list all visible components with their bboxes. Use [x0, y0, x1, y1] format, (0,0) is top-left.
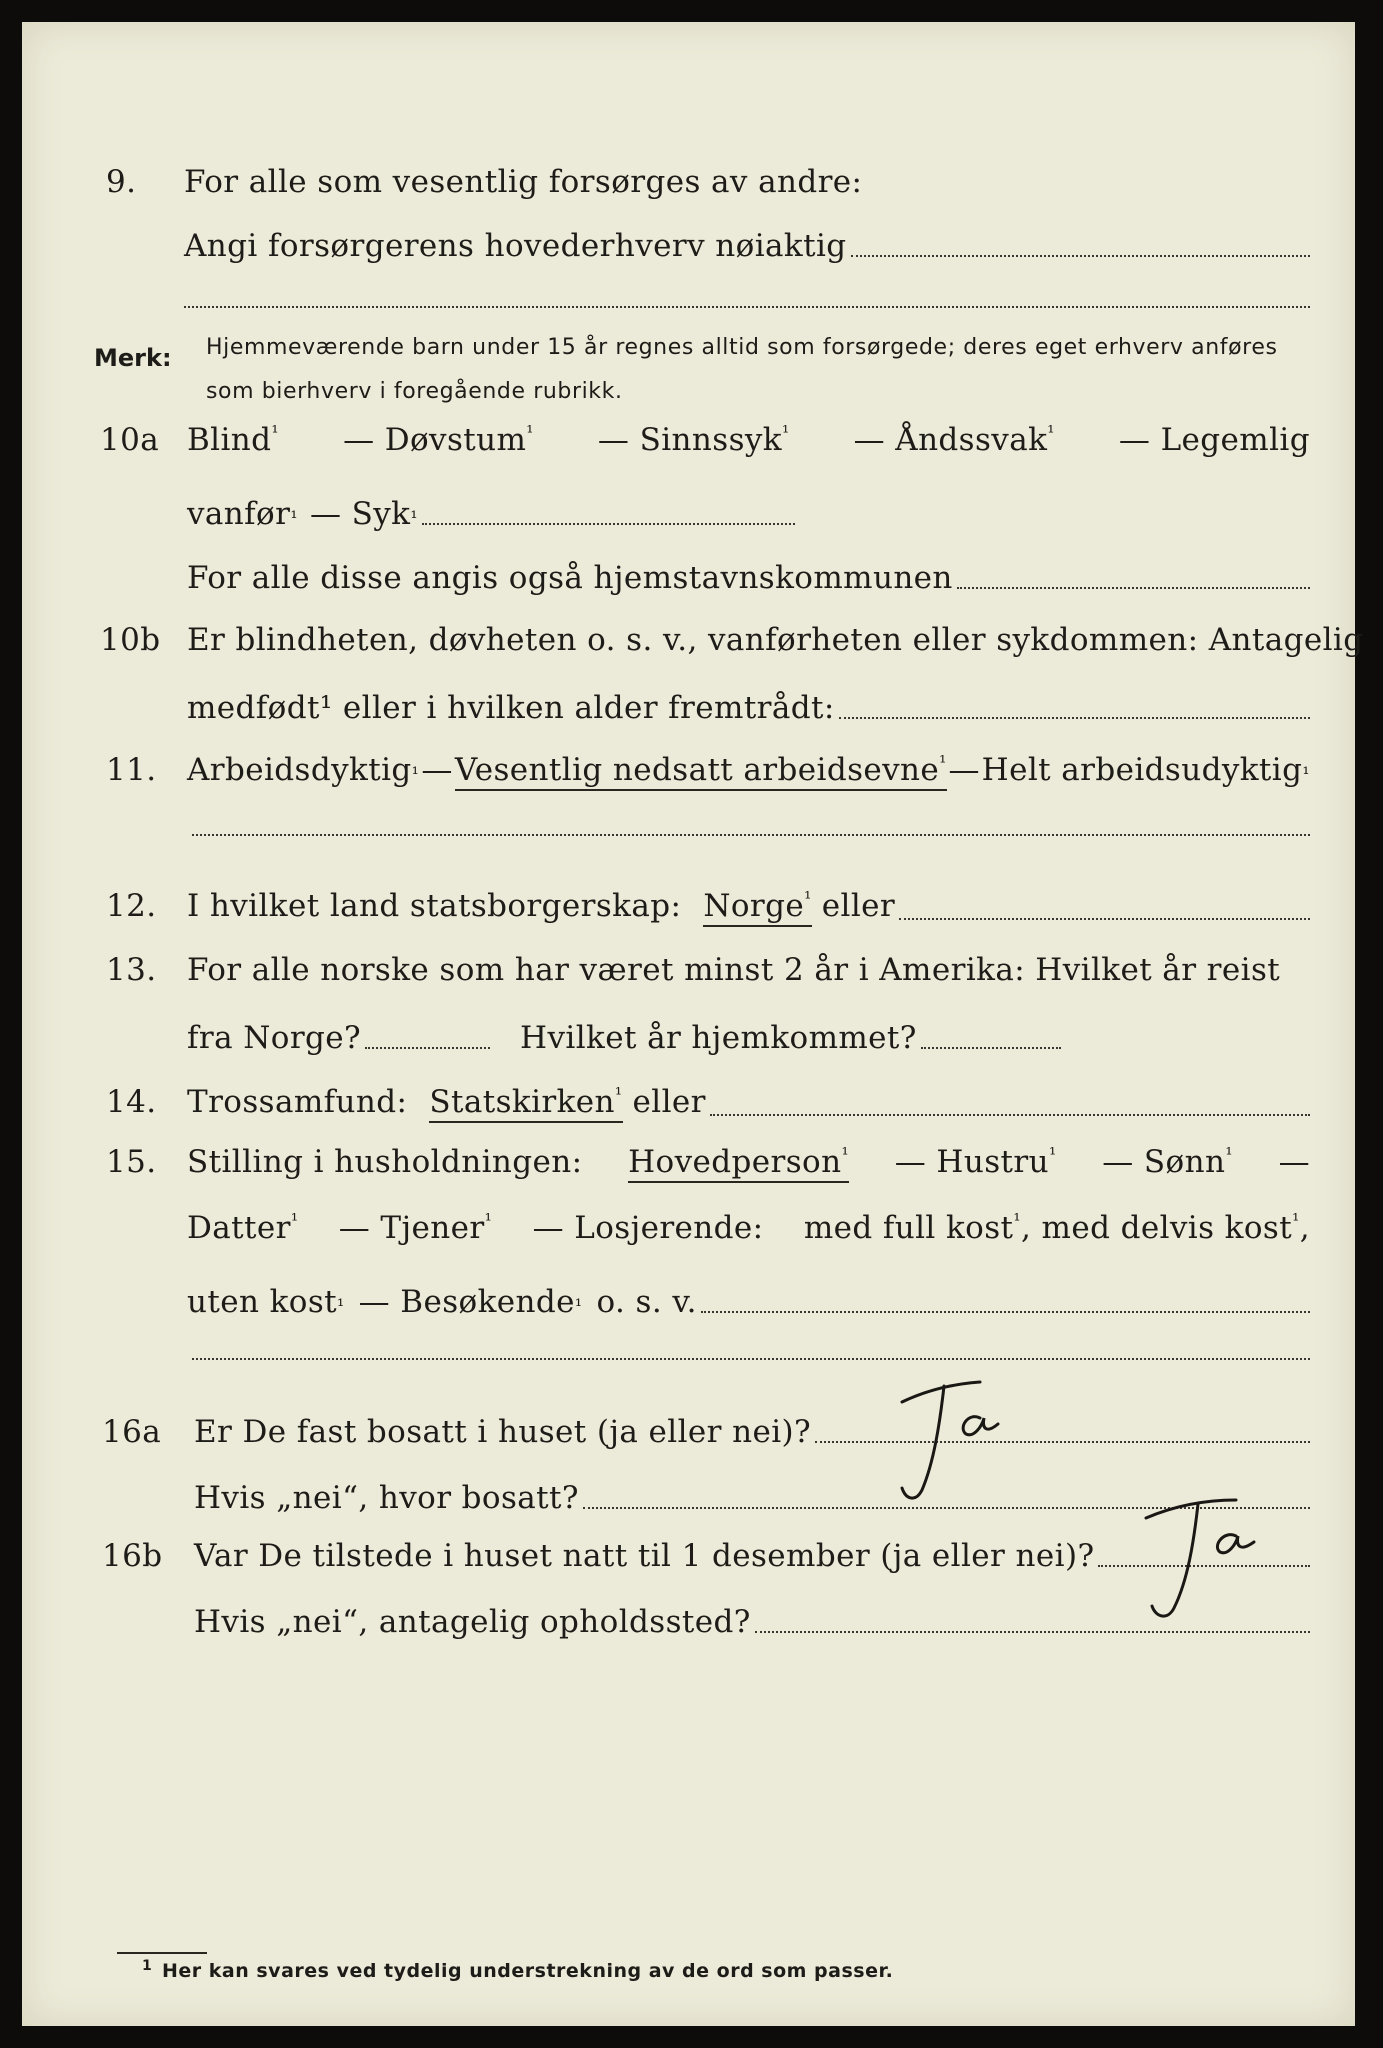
q14-eller: eller — [632, 1084, 706, 1120]
q16b-line2-text: Hvis „nei“, antagelig opholdssted? — [194, 1604, 751, 1640]
q10b-number: 10b — [100, 622, 161, 658]
q10a-hjemstavn-answer-line[interactable] — [957, 587, 1310, 589]
q11-helt-udyktig[interactable]: Helt arbeidsudyktig — [981, 752, 1303, 788]
merk-label: Merk: — [94, 344, 172, 372]
q9-answer-line[interactable] — [851, 255, 1310, 257]
q13-reist: fra Norge? — [187, 1020, 362, 1056]
q13-hjem: Hvilket år hjemkommet? — [520, 1020, 917, 1056]
q10b-line1-text: Er blindheten, døvheten o. s. v., vanførheten eller sykdommen: Antagelig — [187, 622, 1364, 658]
q16a-line2-text: Hvis „nei“, hvor bosatt? — [194, 1480, 579, 1516]
q10a-syk[interactable]: — Syk — [309, 496, 411, 532]
q10a-blind[interactable]: Blind — [187, 422, 272, 458]
q15-osv: o. s. v. — [596, 1284, 697, 1320]
q11-arbeidsdyktig[interactable]: Arbeidsdyktig — [187, 752, 412, 788]
q12-number: 12. — [106, 888, 157, 924]
q11-number: 11. — [106, 752, 157, 788]
q13-line1-text: For alle norske som har været minst 2 år i Amerika: Hvilket år reist — [187, 952, 1281, 988]
q16a-line1-text: Er De fast bosatt i huset (ja eller nei)? — [194, 1414, 812, 1450]
q9-line1-text: For alle som vesentlig forsørges av andre: — [184, 164, 863, 200]
q16b-number: 16b — [102, 1538, 163, 1574]
q10a-number: 10a — [100, 422, 160, 458]
q11-sep2: — — [948, 752, 980, 788]
q13-hjem-answer-line[interactable] — [921, 1047, 1061, 1049]
q14-statskirken[interactable]: Statskirken$^{^1}$ — [429, 1084, 622, 1123]
q10a-andssvak[interactable]: — Åndssvak — [853, 422, 1048, 458]
handwritten-ja-icon — [1132, 1484, 1282, 1634]
q10a-syk-answer-line[interactable] — [422, 523, 795, 525]
q15-prefix: Stilling i husholdningen: — [187, 1144, 583, 1180]
q15-number: 15. — [106, 1144, 157, 1180]
q14-answer-line[interactable] — [710, 1114, 1310, 1116]
q9-number: 9. — [106, 164, 137, 200]
q15-hustru[interactable]: — Hustru — [894, 1144, 1049, 1180]
q15-answer-line[interactable] — [701, 1311, 1310, 1313]
q15-losjerende: — Losjerende: — [532, 1210, 764, 1246]
q9-line2-text: Angi forsørgerens hovederhverv nøiaktig — [184, 228, 847, 264]
q15-full-kost[interactable]: med full kost — [803, 1210, 1014, 1246]
q15-datter[interactable]: Datter — [187, 1210, 291, 1246]
q16b-handwritten-answer — [1132, 1484, 1282, 1634]
handwritten-ja-icon — [882, 1362, 1032, 1512]
q12-norge[interactable]: Norge$^{^1}$ — [703, 888, 811, 927]
footnote-mark: 1 — [142, 1958, 153, 1974]
q15-tjener[interactable]: — Tjener — [338, 1210, 485, 1246]
q9-extra-answer-line[interactable] — [184, 306, 1310, 308]
q15-sonn[interactable]: — Sønn — [1102, 1144, 1226, 1180]
merk-text: Hjemmeværende barn under 15 år regnes alltid som forsørgede; deres eget erhverv anføres som bierhverv i foregående rubrikk. — [206, 335, 1278, 404]
footnote-text: Her kan svares ved tydelig understrekning av de ord som passer. — [162, 1960, 894, 1982]
q12-prefix: I hvilket land statsborgerskap: — [187, 888, 682, 924]
q11-answer-line[interactable] — [192, 834, 1310, 836]
q11-sep1: — — [421, 752, 453, 788]
q13-number: 13. — [106, 952, 157, 988]
footnote — [142, 1958, 894, 1982]
q15-besokende[interactable]: — Besøkende — [358, 1284, 575, 1320]
q15-hovedperson[interactable]: Hovedperson$^{^1}$ — [628, 1144, 849, 1183]
q10b-answer-line[interactable] — [839, 717, 1310, 719]
footnote-rule — [117, 1952, 207, 1954]
q16b-line1-text: Var De tilstede i huset natt til 1 desember (ja eller nei)? — [194, 1538, 1095, 1574]
q10a-dovstum[interactable]: — Døvstum — [343, 422, 527, 458]
q14-number: 14. — [106, 1084, 157, 1120]
q12-answer-line[interactable] — [899, 918, 1310, 920]
q16a-handwritten-answer — [882, 1362, 1032, 1512]
q10a-line3-text: For alle disse angis også hjemstavnskommunen — [187, 560, 953, 596]
q10a-vanfor[interactable]: vanfør — [187, 496, 291, 532]
census-form-page: 9. For alle som vesentlig forsørges av andre: Angi forsørgerens hovederhverv nøiaktig Merk: Hjemmeværende barn under 15 år regnes alltid som forsørgede; deres eget erhverv anføres som bierhverv i foregående rubrikk. 10a Blind$^{^1}$ — Døvstum$^{^1}$ — Sinnssyk$^{^1}$ — Åndssvak$^{^1}$ — Legemlig vanfør ¹ — Syk ¹ For alle disse angis også hjemstavnskommunen 10b Er blindheten, døvheten o. s. v., vanførheten eller sykdommen: Antagelig medfødt¹ eller i hvilken alder fremtrådt: 11. Arbeidsdyktig ¹ — Vesentlig nedsatt arbeidsevne$^{^1}$ — Helt arbeidsudyktig ¹ 12. I hvilket land statsborgerskap: Norge$^{^1}$ eller 13. For alle norske som har været minst 2 år i Amerika: Hvilket år reist fra Norge? Hvilket år hjemkommet? 14. Trossamfund: Statskirken$^{^1}$ eller 15. Stilling i husholdningen: Hovedperson$^{^1}$ — Hustru$^{^1}$ — Sønn$^{^1}$ — Datter$^{^1}$ — Tjener$^{^1}$ — Losjerende: med full kost$^{^1}$, med delvis kost$^{^1}$, uten kost ¹ — Besøkende ¹ o. s. v. 16a Er De fast bosatt i huset (ja eller nei)? Hvis „nei“, hvor bosatt? 16b Var De tilstede i huset natt til 1 desember (ja eller nei)? Hvis „nei“, antagelig opholdssted? 1 Her kan svares ved tydelig understrekning av de ord som passer. — [22, 22, 1355, 2026]
q10b-line2-text: medfødt¹ eller i hvilken alder fremtrådt: — [187, 690, 835, 726]
q13-reist-answer-line[interactable] — [365, 1047, 490, 1049]
q10a-legemlig[interactable]: — Legemlig — [1118, 422, 1310, 458]
q15-extra-answer-line[interactable] — [192, 1358, 1310, 1360]
q15-delvis-kost[interactable]: , med delvis kost — [1021, 1210, 1293, 1246]
q11-vesentlig-nedsatt[interactable]: Vesentlig nedsatt arbeidsevne$^{^1}$ — [455, 752, 947, 791]
q16a-number: 16a — [102, 1414, 162, 1450]
q10a-sinnssyk[interactable]: — Sinnssyk — [597, 422, 782, 458]
q14-prefix: Trossamfund: — [187, 1084, 408, 1120]
q15-uten-kost[interactable]: uten kost — [187, 1284, 338, 1320]
q12-eller: eller — [821, 888, 896, 924]
q15-dash: — — [1278, 1144, 1310, 1180]
